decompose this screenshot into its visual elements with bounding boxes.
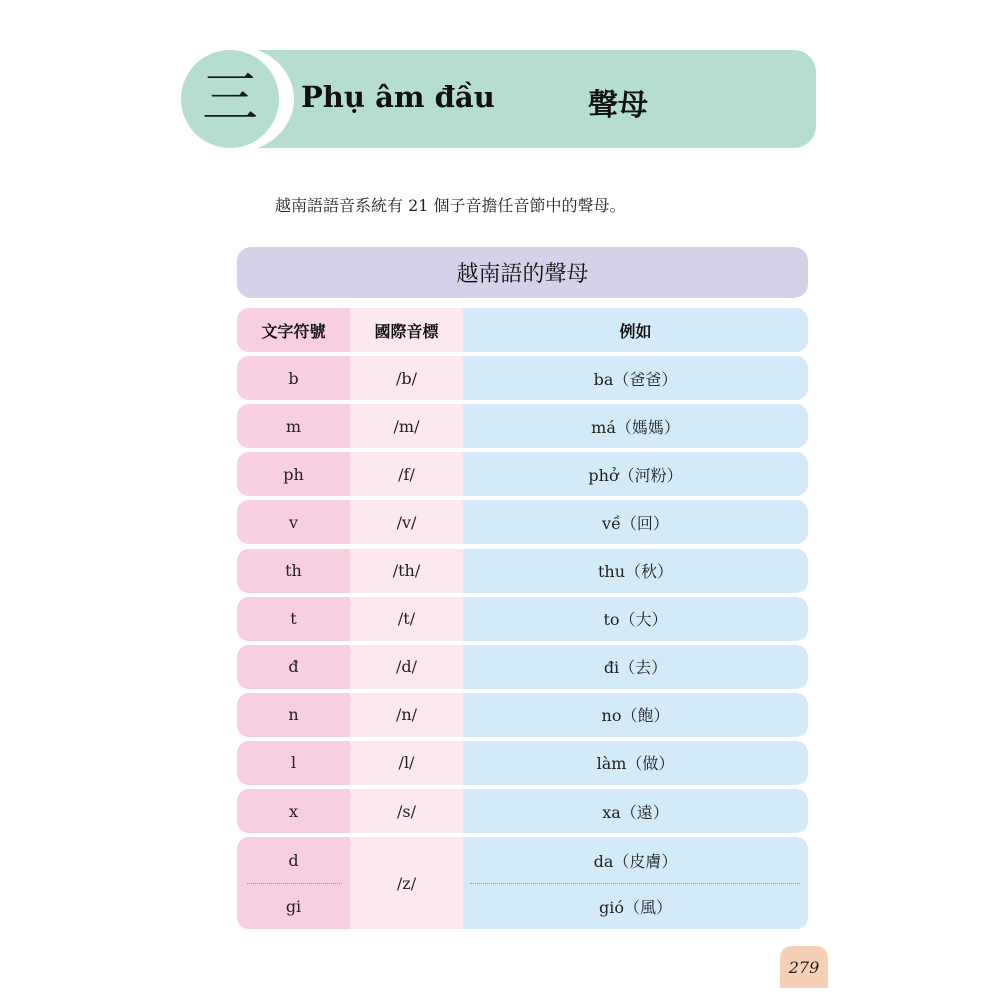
table-cell-letter: t	[237, 597, 350, 641]
dotted-divider	[470, 883, 800, 884]
title-vietnamese: Phụ âm đầu	[301, 80, 495, 114]
table-cell-ipa: /l/	[350, 741, 463, 785]
table-cell-ipa: /th/	[350, 549, 463, 593]
title-chinese: 聲母	[588, 88, 648, 123]
table-cell-example: má（媽媽）	[463, 404, 808, 448]
table-cell-example: về（回）	[463, 500, 808, 544]
table-cell-ipa: /m/	[350, 404, 463, 448]
dotted-divider	[247, 883, 342, 884]
table-cell-letter: đ	[237, 645, 350, 689]
table-cell-ipa: /d/	[350, 645, 463, 689]
intro-text: 越南語語音系統有 21 個子音擔任音節中的聲母。	[275, 196, 626, 215]
table-cell-ipa: /s/	[350, 789, 463, 833]
table-cell-letter: m	[237, 404, 350, 448]
table-cell-example: phở（河粉）	[463, 452, 808, 496]
column-header-ipa: 國際音標	[350, 308, 463, 352]
table-cell-letter: ph	[237, 452, 350, 496]
column-header-letter: 文字符號	[237, 308, 350, 352]
table-cell-letter: n	[237, 693, 350, 737]
table-cell-ipa-merged: /z/	[350, 837, 463, 929]
table-title: 越南語的聲母	[237, 247, 808, 298]
table-cell-letter: l	[237, 741, 350, 785]
table-cell-letter: th	[237, 549, 350, 593]
table-cell-letter: d	[288, 850, 299, 870]
table-cell-ipa: /f/	[350, 452, 463, 496]
table-cell-example: gió（風）	[599, 897, 672, 917]
section-number-badge: 三	[181, 50, 279, 148]
table-cell-example: thu（秋）	[463, 549, 808, 593]
table-cell-example: ba（爸爸）	[463, 356, 808, 400]
table-cell-ipa: /t/	[350, 597, 463, 641]
column-header-example: 例如	[463, 308, 808, 352]
table-cell-letter: x	[237, 789, 350, 833]
table-cell-ipa: /b/	[350, 356, 463, 400]
table-cell-example: to（大）	[463, 597, 808, 641]
table-cell-letter: gi	[285, 896, 302, 916]
table-cell-example: da（皮膚）	[593, 851, 678, 871]
table-cell-ipa: /v/	[350, 500, 463, 544]
table-cell-example: đi（去）	[463, 645, 808, 689]
table-cell-letter: v	[237, 500, 350, 544]
table-cell-letter: b	[237, 356, 350, 400]
table-cell-example: no（飽）	[463, 693, 808, 737]
table-cell-example: xa（遠）	[463, 789, 808, 833]
table-cell-ipa: /n/	[350, 693, 463, 737]
page-number: 279	[780, 946, 828, 988]
table-cell-example: làm（做）	[463, 741, 808, 785]
